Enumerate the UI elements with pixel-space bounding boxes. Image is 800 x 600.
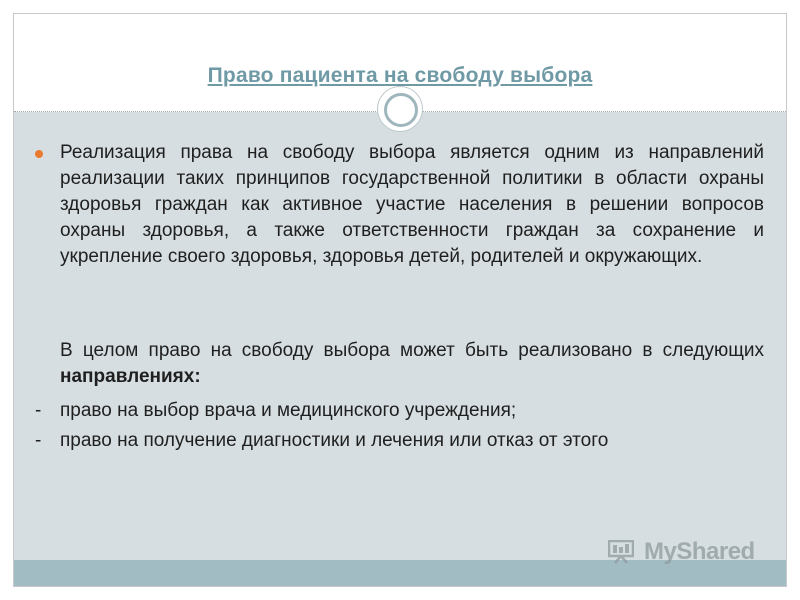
circle-ornament-icon [378, 87, 422, 131]
dash-marker: - [35, 430, 42, 451]
paragraph-2 [60, 338, 764, 390]
paragraph-1: Реализация права на свободу выбора является одним из направлений реализации таких принципов государственной политики в области охраны здоровья граждан как активное участие населения в решении вопросов охраны здоровья, а также ответственности граждан за сохранение и укрепление своего здоровья, здоровья детей, родителей и окружающих. [60, 142, 764, 267]
list-item-text: право на получение диагностики и лечения или отказ от этого [60, 430, 609, 451]
watermark [608, 538, 768, 568]
paragraph-2-bold: направлениях: [60, 366, 201, 387]
list-item-text: право на выбор врача и медицинского учреждения; [60, 400, 517, 421]
paragraph-2-text: В целом право на свободу выбора может быть реализовано в следующих [60, 340, 764, 361]
bullet-dot-icon [35, 150, 43, 158]
presentation-icon [608, 540, 634, 564]
slide-title: Право пациента на свободу выбора [207, 64, 593, 87]
list-item [35, 428, 775, 454]
list-item [35, 398, 775, 424]
dash-marker: - [35, 400, 42, 421]
watermark-text: MyShared [644, 538, 755, 565]
